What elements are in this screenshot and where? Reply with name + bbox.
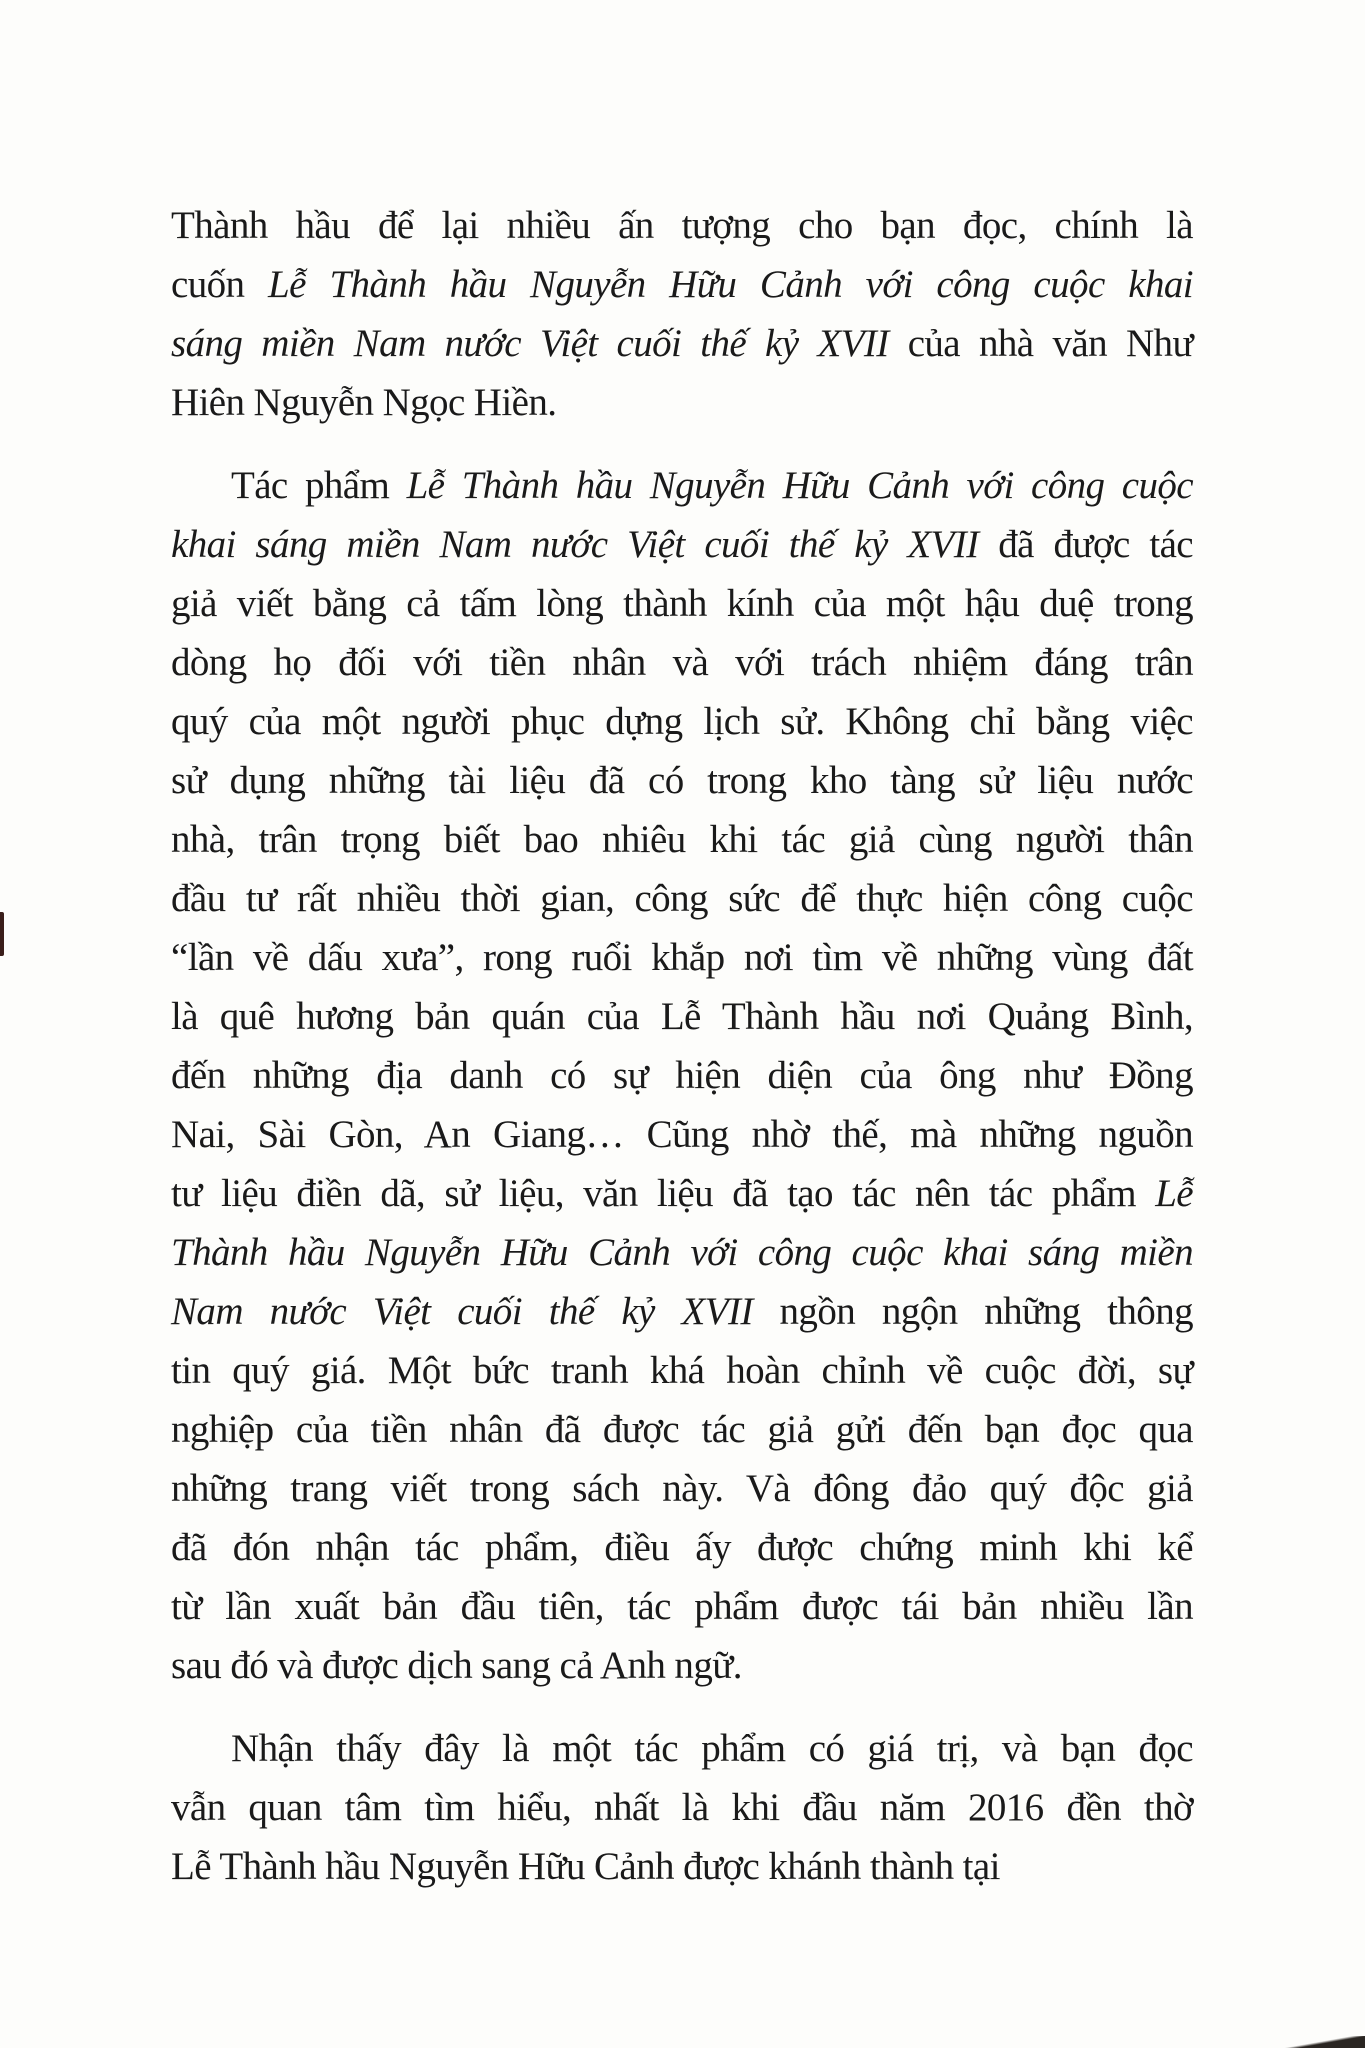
text-line — [171, 751, 1193, 810]
text-line — [171, 456, 1193, 515]
text-segment: Nhận thấy đây là một tác phẩm có giá trị, và bạn đọc — [231, 1727, 1193, 1770]
text-line — [171, 1282, 1193, 1341]
text-line — [171, 987, 1193, 1046]
text-line — [171, 314, 1193, 373]
text-line — [171, 1577, 1193, 1636]
text-line — [171, 255, 1193, 314]
text-line — [171, 633, 1193, 692]
text-segment: Thành hầu để lại nhiều ấn tượng cho bạn đọc, chính là — [171, 204, 1193, 247]
page-edge-mark — [0, 912, 4, 956]
text-segment: nhà, trân trọng biết bao nhiêu khi tác giả cùng người thân — [171, 818, 1193, 861]
text-line — [171, 928, 1193, 987]
text-segment: là quê hương bản quán của Lễ Thành hầu nơi Quảng Bình, — [171, 995, 1193, 1038]
text-segment: quý của một người phục dựng lịch sử. Không chỉ bằng việc — [171, 700, 1193, 743]
text-line — [171, 1105, 1193, 1164]
text-line — [171, 1518, 1193, 1577]
text-segment: những trang viết trong sách này. Và đông đảo quý độc giả — [171, 1467, 1193, 1510]
text-line — [171, 574, 1193, 633]
text-line — [171, 196, 1193, 255]
text-segment: đã được tác — [978, 523, 1194, 566]
text-segment: Hiên Nguyễn Ngọc Hiền. — [171, 381, 557, 424]
text-segment: tư liệu điền dã, sử liệu, văn liệu đã tạo tác nên tác phẩm — [171, 1172, 1156, 1215]
text-segment: ngồn ngộn những thông — [752, 1290, 1194, 1333]
text-segment: đến những địa danh có sự hiện diện của ông như Đồng — [171, 1054, 1193, 1097]
text-line — [171, 515, 1193, 574]
text-line — [171, 1636, 1193, 1695]
text-line — [171, 373, 1193, 432]
text-line — [171, 692, 1193, 751]
text-line — [171, 1459, 1193, 1518]
text-line — [171, 1341, 1193, 1400]
paragraph — [171, 456, 1193, 1695]
text-segment: Lễ Thành hầu Nguyễn Hữu Cảnh được khánh thành tại — [171, 1845, 1000, 1888]
text-segment: dòng họ đối với tiền nhân và với trách nhiệm đáng trân — [171, 641, 1193, 684]
italic-title-segment: sáng miền Nam nước Việt cuối thế kỷ XVII — [171, 322, 889, 365]
italic-title-segment: Nam nước Việt cuối thế kỷ XVII — [171, 1290, 753, 1333]
text-segment: Tác phẩm — [231, 464, 407, 507]
text-segment: vẫn quan tâm tìm hiểu, nhất là khi đầu năm 2016 đền thờ — [171, 1786, 1193, 1829]
text-line — [171, 1719, 1193, 1778]
text-segment: sử dụng những tài liệu đã có trong kho tàng sử liệu nước — [171, 759, 1193, 802]
text-segment: nghiệp của tiền nhân đã được tác giả gửi đến bạn đọc qua — [171, 1408, 1193, 1451]
text-segment: giả viết bằng cả tấm lòng thành kính của một hậu duệ trong — [171, 582, 1193, 625]
text-segment: của nhà văn Như — [888, 322, 1193, 365]
italic-title-segment: Lễ — [1155, 1172, 1193, 1215]
page-corner-shadow — [1285, 2036, 1365, 2048]
text-line — [171, 1046, 1193, 1105]
text-line — [171, 1223, 1193, 1282]
text-segment: sau đó và được dịch sang cả Anh ngữ. — [171, 1644, 742, 1687]
text-line — [171, 1164, 1193, 1223]
text-segment: đầu tư rất nhiều thời gian, công sức để thực hiện công cuộc — [171, 877, 1193, 920]
body-text — [171, 196, 1193, 1920]
text-segment: đã đón nhận tác phẩm, điều ấy được chứng minh khi kể — [171, 1526, 1193, 1569]
text-segment: từ lần xuất bản đầu tiên, tác phẩm được tái bản nhiều lần — [171, 1585, 1193, 1628]
text-segment: “lần về dấu xưa”, rong ruổi khắp nơi tìm về những vùng đất — [171, 936, 1193, 979]
paragraph — [171, 1719, 1193, 1896]
text-segment: tin quý giá. Một bức tranh khá hoàn chỉnh về cuộc đời, sự — [171, 1349, 1193, 1392]
text-line — [171, 1837, 1193, 1896]
text-line — [171, 1400, 1193, 1459]
text-segment: cuốn — [171, 263, 269, 306]
text-line — [171, 869, 1193, 928]
text-segment: Nai, Sài Gòn, An Giang… Cũng nhờ thế, mà những nguồn — [171, 1113, 1193, 1156]
italic-title-segment: Thành hầu Nguyễn Hữu Cảnh với công cuộc khai sáng miền — [171, 1231, 1193, 1274]
italic-title-segment: khai sáng miền Nam nước Việt cuối thế kỷ XVII — [171, 523, 979, 566]
paragraph — [171, 196, 1193, 432]
text-line — [171, 810, 1193, 869]
italic-title-segment: Lễ Thành hầu Nguyễn Hữu Cảnh với công cuộc — [406, 464, 1193, 507]
italic-title-segment: Lễ Thành hầu Nguyễn Hữu Cảnh với công cuộc khai — [268, 263, 1194, 306]
text-line — [171, 1778, 1193, 1837]
